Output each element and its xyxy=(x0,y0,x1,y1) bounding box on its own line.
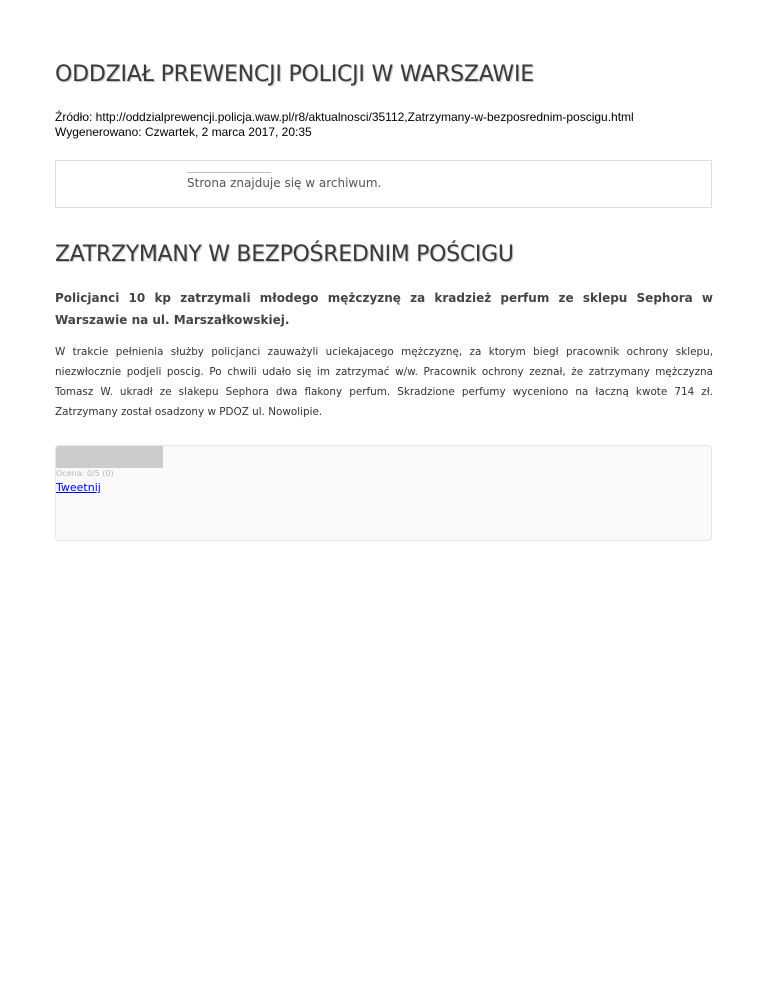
tweet-link[interactable]: Tweetnij xyxy=(56,481,101,494)
rating-stars[interactable] xyxy=(56,446,163,468)
article-lead: Policjanci 10 kp zatrzymali młodego mężczyznę za kradzież perfum ze sklepu Sephora w Warszawie na ul. Marszałkowskiej. xyxy=(55,291,713,327)
source-line: Źródło: http://oddzialprewencji.policja.waw.pl/r8/aktualnosci/35112,Zatrzymany-w-bezposrednim-poscigu.html xyxy=(55,110,634,124)
rating-label: Ocena: 0/5 (0) xyxy=(56,469,114,478)
archive-divider xyxy=(187,172,271,173)
article-body: W trakcie pełnienia służby policjanci zauważyli uciekajacego mężczyznę, za ktorym biegł pracownik ochrony sklepu, niezwłocznie podjeli poscig. Po chwili udało się im zatrzymać w/w. Pracownik ochrony zeznał, że zatrzymany mężczyzna Tomasz W. ukradł ze slakepu Sephora dwa flakony perfum. Skradzione perfumy wyceniono na łaczną kwote 714 zł. Zatrzymany został osadzony w PDOZ ul. Nowolipie. xyxy=(55,346,713,418)
archive-notice-text: Strona znajduje się w archiwum. xyxy=(187,176,382,190)
article-title: ZATRZYMANY W BEZPOŚREDNIM POŚCIGU xyxy=(55,242,514,267)
generated-line: Wygenerowano: Czwartek, 2 marca 2017, 20:35 xyxy=(55,125,312,139)
rating-panel xyxy=(55,445,712,541)
archive-notice xyxy=(55,160,712,208)
print-meta xyxy=(55,110,634,140)
site-title: ODDZIAŁ PREWENCJI POLICJI W WARSZAWIE xyxy=(55,62,534,87)
